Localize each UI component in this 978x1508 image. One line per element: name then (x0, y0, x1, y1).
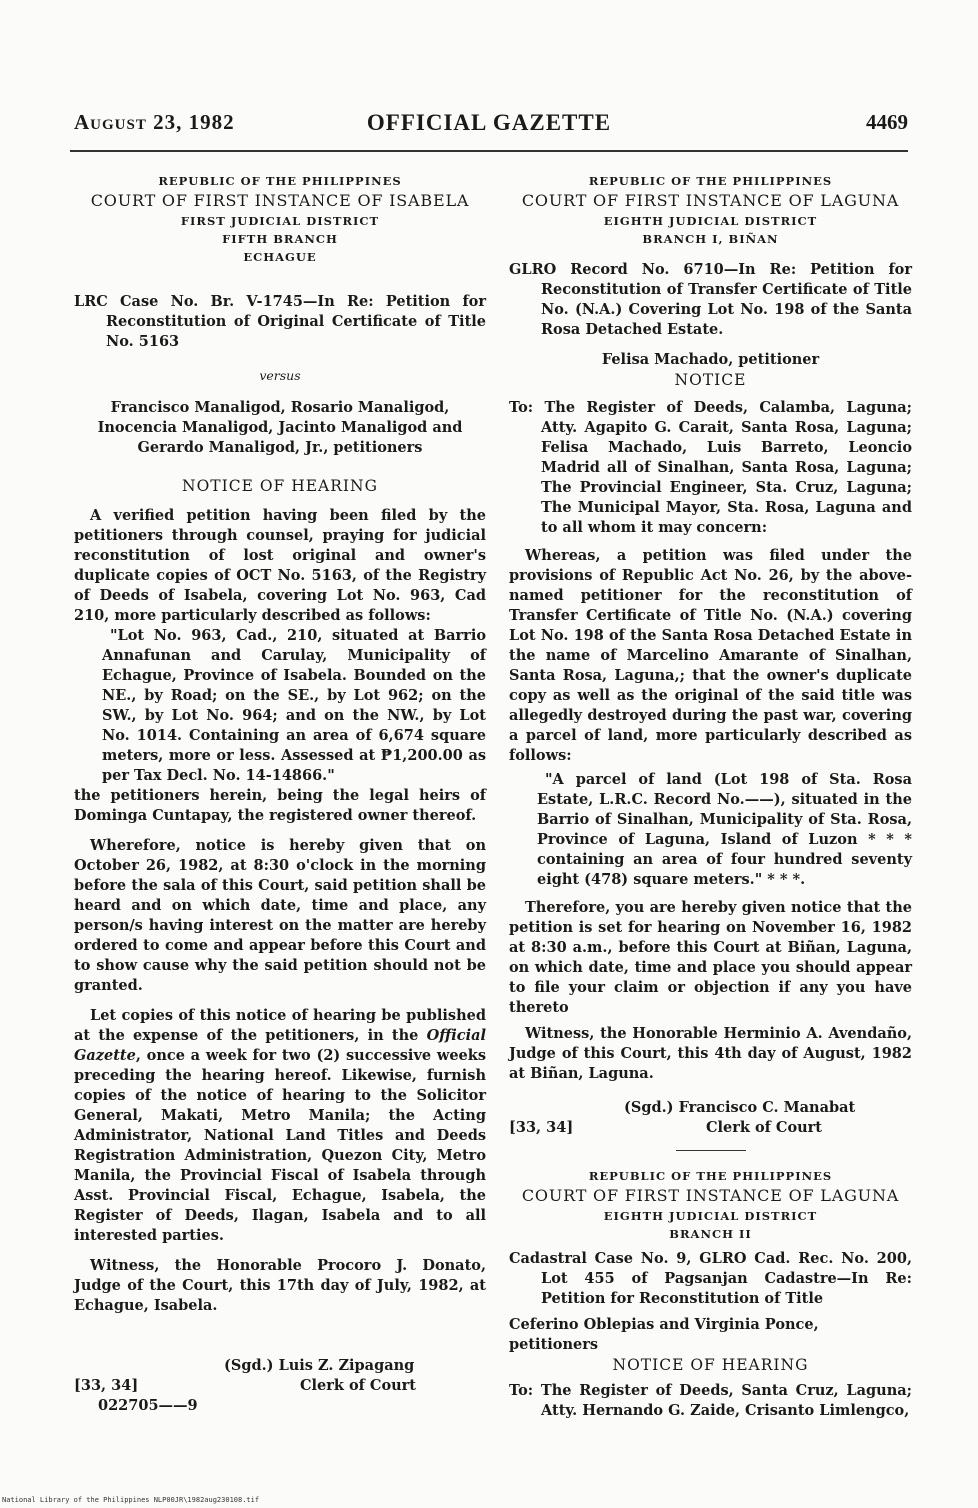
gazette-name: Official Gazette (74, 1027, 486, 1064)
addressees: To: The Register of Deeds, Santa Cruz, Laguna; Atty. Hernando G. Zaide, Crisanto Limlengco, (509, 1382, 912, 1419)
issue-number: [33, 34] (74, 1377, 139, 1394)
court-name: COURT OF FIRST INSTANCE OF ISABELA (90, 191, 470, 210)
petitioners-list: Francisco Manaligod, Rosario Manaligod, Inocencia Manaligod, Jacinto Manaligod and Gerardo Manaligod, Jr., petitioners (97, 399, 463, 456)
branch-label: FIFTH BRANCH (222, 232, 338, 246)
petitioners-list: Ceferino Oblepias and Virginia Ponce, petitioners (509, 1316, 819, 1353)
witness-paragraph: Witness, the Honorable Procoro J. Donato, Judge of the Court, this 17th day of July, 1982, at Echague, Isabela. (74, 1257, 486, 1314)
district-label: FIRST JUDICIAL DISTRICT (180, 214, 380, 228)
court-name: COURT OF FIRST INSTANCE OF LAGUNA (521, 1186, 900, 1205)
paragraph: Let copies of this notice of hearing be published at the expense of the petitioners, in the Official Gazette, once a week for two (2) successive weeks preceding the hearing hereof. Likewise, furnish copies of the notice of hearing to the Solicitor General, Makati, Metro Manila; the Acting Administrator, National Land Titles and Deeds Registration Administration, Quezon City, Metro Manila, the Provincial Fiscal of Isabela through Asst. Provincial Fiscal, Echague, Isabela, the Register of Deeds, Ilagan, Isabela and to all interested parties. (74, 1007, 486, 1244)
case-caption: LRC Case No. Br. V-1745—In Re: Petition for Reconstitution of Original Certificate of Title No. 5163 (74, 293, 486, 350)
header-date: August 23, 1982 (74, 110, 235, 134)
signature: (Sgd.) Luis Z. Zipagang (224, 1357, 415, 1374)
case-caption: GLRO Record No. 6710—In Re: Petition for Reconstitution of Transfer Certificate of Title No. (N.A.) Covering Lot No. 198 of the Santa Rosa Detached Estate. (509, 261, 912, 338)
court-name: COURT OF FIRST INSTANCE OF LAGUNA (521, 191, 900, 210)
signature: (Sgd.) Francisco C. Manabat (624, 1099, 856, 1116)
page-title: OFFICIAL GAZETTE (366, 110, 612, 135)
republic-label: REPUBLIC OF THE PHILIPPINES (158, 174, 402, 188)
paragraph: Wherefore, notice is hereby given that on October 26, 1982, at 8:30 o'clock in the morning before the sala of this Court, said petition shall be heard and on which date, time and place, any person/s having interest on the matter are hereby ordered to come and appear before this Court and to show cause why the said petition should not be granted. (74, 837, 486, 994)
document-code: 022705——9 (98, 1397, 198, 1414)
clerk-title: Clerk of Court (299, 1377, 416, 1394)
paragraph: Therefore, you are hereby given notice that the petition is set for hearing on November 16, 1982 at 8:30 a.m., before this Court at Biñan, Laguna, on which date, time and place you should appear to file your claim or objection if any you have thereto (509, 899, 912, 1016)
scan-footer: National Library of the Philippines NLP00JR\1982aug230108.tif (2, 1496, 260, 1504)
right-column (509, 172, 912, 1421)
branch-label: BRANCH I, BIÑAN (642, 232, 779, 246)
paragraph: the petitioners herein, being the legal heirs of Dominga Cuntapay, the registered owner thereof. (74, 787, 486, 824)
issue-number: [33, 34] (509, 1119, 574, 1136)
notice-heading: NOTICE OF HEARING (612, 1356, 809, 1374)
clerk-title: Clerk of Court (705, 1119, 822, 1136)
paragraph: A verified petition having been filed by the petitioners through counsel, praying for judicial reconstitution of lost original and owner's duplicate copies of OCT No. 5163, of the Registry of Deeds of Isabela, covering Lot No. 963, Cad 210, more particularly described as follows: (74, 507, 486, 624)
case-caption: Cadastral Case No. 9, GLRO Cad. Rec. No. 200, Lot 455 of Pagsanjan Cadastre—In Re: Petition for Reconstitution of Title (509, 1250, 912, 1307)
branch-label: BRANCH II (669, 1227, 752, 1241)
district-label: EIGHTH JUDICIAL DISTRICT (603, 214, 818, 228)
property-description: "A parcel of land (Lot 198 of Sta. Rosa Estate, L.R.C. Record No.——), situated in the Barrio of Sinalhan, Municipality of Sta. Rosa, Province of Laguna, Island of Luzon * * * containing an area of four hundred seventy eight (478) square meters." * * *. (537, 771, 912, 888)
versus-label: versus (259, 368, 301, 383)
header-rule (70, 150, 908, 152)
district-label: EIGHTH JUDICIAL DISTRICT (603, 1209, 818, 1223)
petitioner-name: Felisa Machado, petitioner (601, 351, 820, 368)
notice-heading: NOTICE OF HEARING (182, 477, 378, 495)
republic-label: REPUBLIC OF THE PHILIPPINES (588, 1169, 833, 1183)
addressees: To: The Register of Deeds, Calamba, Laguna; Atty. Agapito G. Carait, Santa Rosa, Laguna; Felisa Machado, Luis Barreto, Leoncio Madrid all of Sinalhan, Santa Rosa, Laguna; The Provincial Engineer, Sta. Cruz, Laguna; The Municipal Mayor, Sta. Rosa, Laguna and to all whom it may concern: (509, 399, 912, 536)
left-column (74, 172, 486, 1416)
republic-label: REPUBLIC OF THE PHILIPPINES (588, 174, 833, 188)
notice-heading: NOTICE (674, 371, 747, 389)
paragraph: Whereas, a petition was filed under the provisions of Republic Act No. 26, by the above-named petitioner for the reconstitution of Transfer Certificate of Title No. (N.A.) covering Lot No. 198 of the Santa Rosa Detached Estate in the name of Marcelino Amarante of Sinalhan, Santa Rosa, Laguna,; that the owner's duplicate copy as well as the original of the said title was allegedly destroyed during the past war, covering a parcel of land, more particularly described as follows: (509, 547, 912, 764)
property-description: "Lot No. 963, Cad., 210, situated at Barrio Annafunan and Carulay, Municipality of Echague, Province of Isabela. Bounded on the NE., by Road; on the SE., by Lot 962; on the SW., by Lot No. 964; and on the NW., by Lot No. 1014. Containing an area of 6,674 square meters, more or less. Assessed at ₱1,200.00 as per Tax Decl. No. 14-14866." (102, 627, 486, 784)
page-number: 4469 (866, 110, 908, 134)
place-label: ECHAGUE (243, 250, 317, 264)
witness-paragraph: Witness, the Honorable Herminio A. Avendaño, Judge of this Court, this 4th day of August, 1982 at Biñan, Laguna. (509, 1025, 912, 1082)
